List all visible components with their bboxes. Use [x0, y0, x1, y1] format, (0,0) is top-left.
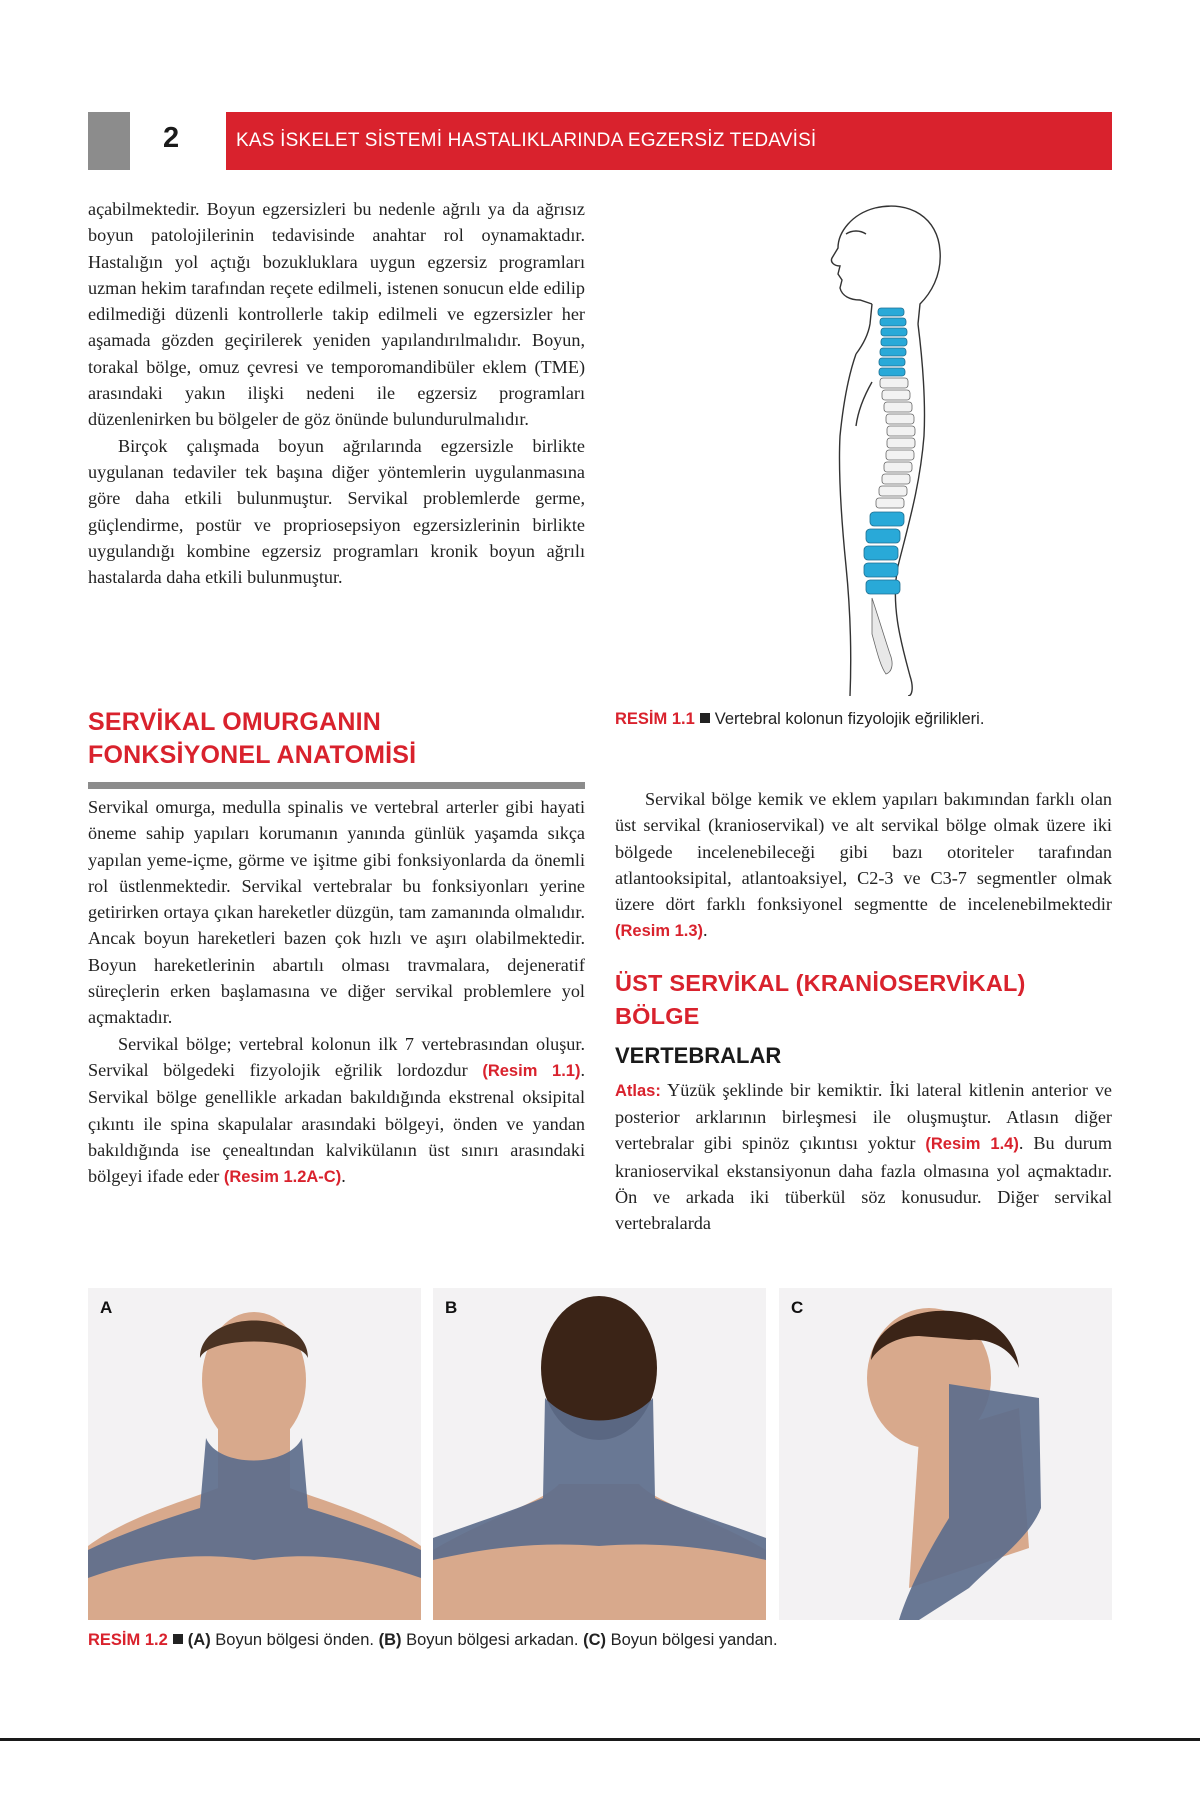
panel-label-a: A	[100, 1298, 113, 1317]
section-paragraph-2: Servikal bölge; vertebral kolonun ilk 7 vertebrasından oluşur. Servikal bölgedeki fizyolojik eğrilik lordozdur (Resim 1.1). Servikal bölge genellikle arkadan bakıldığında ekstrenal oksipital çıkıntı ile spina skapulalar arasındaki bölgeyi, önden ve yandan bakıldığında ise çenealtından kalvikülanın üst sınırı arasındaki bölgeyi ifade eder (Resim 1.2A-C).	[88, 1033, 585, 1187]
left-column-bottom	[88, 794, 585, 1190]
square-bullet-icon	[173, 1634, 183, 1644]
ref-resim-1-4[interactable]: (Resim 1.4)	[925, 1135, 1019, 1154]
ref-resim-1-1[interactable]: (Resim 1.1)	[482, 1061, 581, 1080]
photo-c-side	[779, 1288, 1112, 1620]
chapter-header	[226, 112, 1112, 170]
header-gray-block	[88, 112, 130, 170]
figure-1-2-label: RESİM 1.2	[88, 1631, 168, 1649]
right-paragraph-1: Servikal bölge kemik ve eklem yapıları bakımından farklı olan üst servikal (kranioservikal) ve alt servikal bölge olmak üzere iki bölgede incelenebileceği gibi bazı otoriteler tarafından atlantooksipital, atlantoaksiyel, C2-3 ve C3-7 segmentler olmak üzere dört farklı fonksiyonel segmentte de incelenebilmektedir (Resim 1.3).	[615, 789, 1112, 941]
square-bullet-icon	[700, 713, 710, 723]
section-paragraph-1: Servikal omurga, medulla spinalis ve vertebral arterler gibi hayati öneme sahip yapıları korumanın yanında günlük yaşamda sıkça yapılan yeme-içme, görme ve işitme gibi fonksiyonlarda da önemli rol üstlenmektedir. Servikal vertebralar bu fonksiyonları yerine getirirken ortaya çıkan hareketler düzgün, tam zamanında olmalıdır. Ancak boyun hareketleri bazen çok hızlı ve aşırı olabilmektedir. Boyun hareketlerinin abartılı olması travmalara, dejeneratif süreçlerin erken başlamasına ve diğer servikal problemlere yol açmaktadır.	[88, 797, 585, 1028]
photo-b-back	[433, 1288, 766, 1620]
page-bottom-rule	[0, 1738, 1200, 1741]
spine-figure	[780, 196, 980, 696]
left-column-top	[88, 196, 585, 590]
atlas-label: Atlas:	[615, 1081, 661, 1100]
paragraph-2: Birçok çalışmada boyun ağrılarında egzersizle birlikte uygulanan tedaviler tek başına diğer yöntemlerin uygulanmasına göre daha etkili bulunmuştur. Servikal problemlerde germe, güçlendirme, postür ve propriosepsiyon egzersizlerinin birlikte uygulandığı kombine egzersiz programları kronik boyun ağrılı hastalarda daha etkili bulunmuştur.	[88, 435, 585, 588]
chapter-title: KAS İSKELET SİSTEMİ HASTALIKLARINDA EGZERSİZ TEDAVİSİ	[236, 130, 817, 151]
section-heading-2-line1: ÜST SERVİKAL (KRANİOSERVİKAL)	[615, 969, 1026, 996]
panel-label-c: C	[791, 1298, 804, 1317]
figure-1-1-label: RESİM 1.1	[615, 710, 695, 728]
page-number: 2	[163, 122, 180, 154]
panel-label-b: B	[445, 1298, 458, 1317]
paragraph-1: açabilmektedir. Boyun egzersizleri bu nedenle ağrılı ya da ağrısız boyun patolojilerinin tedavisinde anahtar rol oynamaktadır. Hastalığın yol açtığı bozukluklara uygun egzersiz programları uzman hekim tarafından reçete edilmeli, istenen sonucun elde edilip edilmediği düzenli kontrollerle takip edilmeli ve egzersizler her aşamada gözden geçirilerek yeniden yapılandırılmalıdır. Boyun, torakal bölge, omuz çevresi ve temporomandibüler eklem (TME) arasındaki yakın ilişki nedeni ile egzersiz programları düzenlenirken bu bölgeler de göz önünde bulundurulmalıdır.	[88, 199, 585, 430]
subheading-vertebralar: VERTEBRALAR	[615, 1042, 782, 1068]
figure-1-1-caption	[615, 710, 984, 729]
ref-resim-1-3[interactable]: (Resim 1.3)	[615, 922, 704, 941]
section-heading-1	[88, 706, 585, 772]
figure-1-2-caption: RESİM 1.2 (A) Boyun bölgesi önden. (B) Boyun bölgesi arkadan. (C) Boyun bölgesi yandan.	[88, 1631, 778, 1649]
section-heading-line2: FONKSİYONEL ANATOMİSİ	[88, 741, 417, 769]
figure-1-1-text: Vertebral kolonun fizyolojik eğrilikleri.	[714, 710, 985, 728]
photo-a-front	[88, 1288, 421, 1620]
atlas-paragraph: Atlas: Yüzük şeklinde bir kemiktir. İki lateral kitlenin anterior ve posterior arklarının birleşmesi ile oluşmuştur. Atlasın diğer vertebralar gibi spinöz çıkıntısı yoktur (Resim 1.4). Bu durum kranioservikal ekstansiyonun daha fazla olmasına yol açmaktadır. Ön ve arkada iki tüberkül söz konusudur. Diğer servikal vertebralarda	[615, 1079, 1113, 1234]
section-divider	[88, 782, 585, 789]
spine-illustration	[780, 196, 980, 696]
section-heading-line1: SERVİKAL OMURGANIN	[88, 708, 381, 736]
right-column	[615, 786, 1112, 1237]
ref-resim-1-2[interactable]: (Resim 1.2A-C)	[223, 1168, 342, 1187]
section-heading-2-line2: BÖLGE	[615, 1002, 700, 1029]
